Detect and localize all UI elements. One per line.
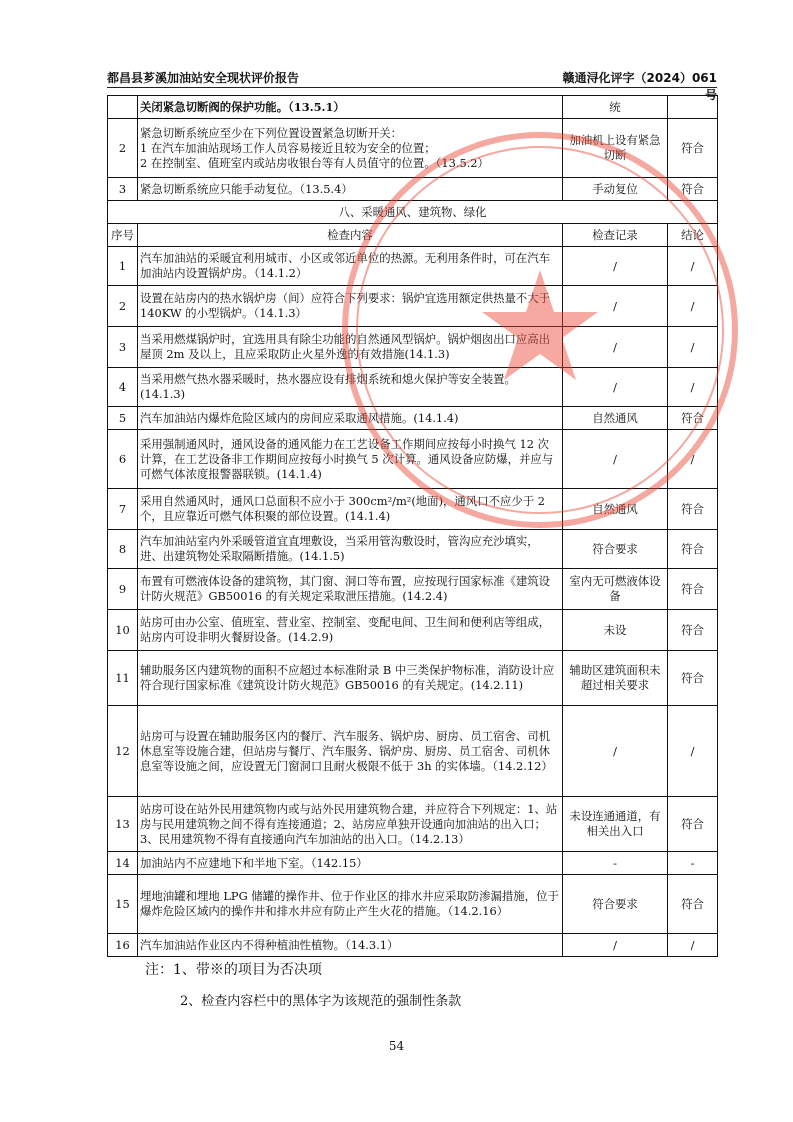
row-number: 7 [108, 489, 138, 530]
check-record: - [563, 852, 668, 875]
check-result: 符合 [668, 875, 718, 934]
row-number: 2 [108, 119, 138, 178]
check-content: 加油站内不应建地下和半地下室。（142.15） [138, 852, 563, 875]
row-number: 11 [108, 651, 138, 706]
check-result: 符合 [668, 530, 718, 569]
table-row [108, 797, 718, 852]
report-title-header: 都昌县芗溪加油站安全现状评价报告 [107, 71, 300, 85]
check-content: 辅助服务区内建筑物的面积不应超过本标准附录 B 中三类保护物标准，消防设计应符合现行国家标准《建筑设计防火规范》GB50016 的有关规定。(14.2.11) [138, 651, 563, 706]
check-result: - [668, 852, 718, 875]
page-number: 54 [388, 1039, 405, 1053]
check-record: 加油机上设有紧急切断 [563, 119, 668, 178]
row-number: 8 [108, 530, 138, 569]
table-row [108, 875, 718, 934]
row-number: 13 [108, 797, 138, 852]
check-content: 汽车加油站室内外采暖管道宜直埋敷设，当采用管沟敷设时，管沟应充沙填实，进、出建筑物处采取隔断措施。(14.1.5) [138, 530, 563, 569]
check-content: 设置在站房内的热水锅炉房（间）应符合下列要求：锅炉宜选用额定供热量不大于 140KW 的小型锅炉。（14.1.3） [138, 286, 563, 327]
check-result: 符合 [668, 569, 718, 610]
check-content: 布置有可燃液体设备的建筑物，其门窗、洞口等布置，应按现行国家标准《建筑设计防火规范》GB50016 的有关规定采取泄压措施。(14.2.4) [138, 569, 563, 610]
check-result: / [668, 327, 718, 368]
check-record: 自然通风 [563, 407, 668, 430]
check-result: 符合 [668, 610, 718, 651]
check-content: 采用自然通风时，通风口总面积不应小于 300cm²/m²(地面)，通风口不应少于 2 个，且应靠近可燃气体积聚的部位设置。(14.1.4) [138, 489, 563, 530]
check-result: 符合 [668, 119, 718, 178]
table-row [108, 934, 718, 957]
check-record: / [563, 706, 668, 797]
row-number: 10 [108, 610, 138, 651]
row-number: 1 [108, 247, 138, 286]
check-content: 紧急切断系统应只能手动复位。（13.5.4） [138, 178, 563, 201]
row-number: 4 [108, 368, 138, 407]
note-line-2: 2、检查内容栏中的黑体字为该规范的强制性条款 [180, 994, 462, 1009]
check-content: 紧急切断系统应至少在下列位置设置紧急切断开关： 1 在汽车加油站现场工作人员容易接近且较为安全的位置； 2 在控制室、值班室内或站房收银台等有人员值守的位置。（13.5.2） [138, 119, 563, 178]
check-result: / [668, 247, 718, 286]
check-content: 汽车加油站内爆炸危险区域内的房间应采取通风措施。(14.1.4) [138, 407, 563, 430]
check-content: 汽车加油站的采暖宜利用城市、小区或邻近单位的热源。无利用条件时，可在汽车加油站内设置锅炉房。（14.1.2） [138, 247, 563, 286]
check-result: / [668, 706, 718, 797]
check-content: 站房可设在站外民用建筑物内或与站外民用建筑物合建，并应符合下列规定：1、站房与民用建筑物之间不得有连接通道；2、站房应单独开设通向加油站的出入口；3、民用建筑物不得有直接通向汽车加油站的出入口。（14.2.13） [138, 797, 563, 852]
row-number: 14 [108, 852, 138, 875]
check-result: / [668, 430, 718, 489]
table-row [108, 96, 718, 119]
check-content: 站房可与设置在辅助服务区内的餐厅、汽车服务、锅炉房、厨房、员工宿舍、司机休息室等设施合建，但站房与餐厅、汽车服务、锅炉房、厨房、员工宿舍、司机休息室等设施之间，应设置无门窗洞口且耐火极限不低于 3h 的实体墙。（14.2.12） [138, 706, 563, 797]
column-header-result: 结论 [668, 224, 718, 247]
check-record: / [563, 286, 668, 327]
check-content: 当采用燃气热水器采暖时，热水器应设有排烟系统和熄火保护等安全装置。(14.1.3) [138, 368, 563, 407]
row-number: 12 [108, 706, 138, 797]
check-record: 室内无可燃液体设备 [563, 569, 668, 610]
row-number [108, 96, 138, 119]
check-result: 符合 [668, 489, 718, 530]
check-result: / [668, 286, 718, 327]
row-number: 6 [108, 430, 138, 489]
column-header-content: 检查内容 [138, 224, 563, 247]
check-content: 当采用燃煤锅炉时，宜选用具有除尘功能的自然通风型锅炉。锅炉烟囱出口应高出屋顶 2m 及以上，且应采取防止火星外逸的有效措施(14.1.3) [138, 327, 563, 368]
check-result: 符合 [668, 178, 718, 201]
check-record: 未设 [563, 610, 668, 651]
check-result: 符合 [668, 797, 718, 852]
check-result [668, 96, 718, 119]
check-record: / [563, 368, 668, 407]
check-result: 符合 [668, 651, 718, 706]
check-content: 采用强制通风时，通风设备的通风能力在工艺设备工作期间应按每小时换气 12 次计算，在工艺设备非工作期间应按每小时换气 5 次计算。通风设备应防爆，并应与可燃气体浓度报警器联锁。(14.1.4) [138, 430, 563, 489]
check-result: 符合 [668, 407, 718, 430]
check-record: 符合要求 [563, 530, 668, 569]
column-header-no: 序号 [108, 224, 138, 247]
check-content: 埋地油罐和埋地 LPG 储罐的操作井、位于作业区的排水井应采取防渗漏措施，位于爆炸危险区域内的操作井和排水井应有防止产生火花的措施。（14.2.16） [138, 875, 563, 934]
row-number: 3 [108, 327, 138, 368]
report-number-header: 赣通浔化评字（2024）061号 [562, 71, 717, 102]
check-result: / [668, 934, 718, 957]
check-result: / [668, 368, 718, 407]
check-record: / [563, 934, 668, 957]
row-number: 15 [108, 875, 138, 934]
row-number: 9 [108, 569, 138, 610]
check-record: / [563, 430, 668, 489]
check-content: 汽车加油站作业区内不得种植油性植物。（14.3.1） [138, 934, 563, 957]
row-number: 5 [108, 407, 138, 430]
check-record: 手动复位 [563, 178, 668, 201]
row-number: 3 [108, 178, 138, 201]
note-line-1: 注：1、带※的项目为否决项 [145, 962, 322, 978]
check-record: / [563, 327, 668, 368]
row-number: 2 [108, 286, 138, 327]
check-record: 未设连通通道，有相关出入口 [563, 797, 668, 852]
check-content: 关闭紧急切断阀的保护功能。（13.5.1） [138, 96, 563, 119]
section-title: 八、采暖通风、建筑物、绿化 [108, 201, 718, 224]
header-divider [107, 87, 717, 88]
check-record: 统 [563, 96, 668, 119]
check-record: 符合要求 [563, 875, 668, 934]
row-number: 16 [108, 934, 138, 957]
check-record: / [563, 247, 668, 286]
check-record: 辅助区建筑面积未超过相关要求 [563, 651, 668, 706]
column-header-record: 检查记录 [563, 224, 668, 247]
table-row [108, 852, 718, 875]
check-record: 自然通风 [563, 489, 668, 530]
company-seal-stamp [330, 120, 750, 540]
check-content: 站房可由办公室、值班室、营业室、控制室、变配电间、卫生间和便利店等组成，站房内可设非明火餐厨设备。(14.2.9) [138, 610, 563, 651]
